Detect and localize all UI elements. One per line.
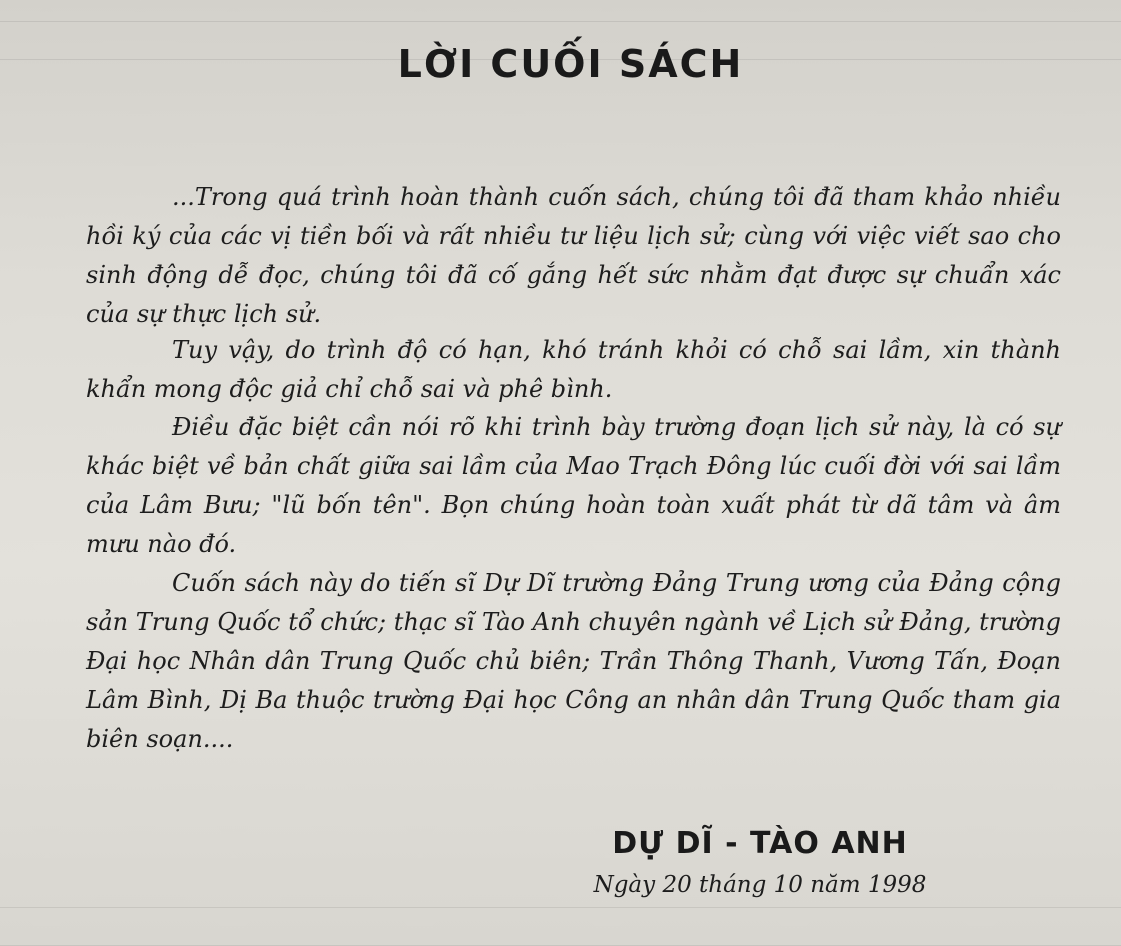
paragraph-2: Tuy vậy, do trình độ có hạn, khó tránh khỏi có chỗ sai lầm, xin thành khẩn mong độc giả chỉ chỗ sai và phê bình. bbox=[86, 336, 1061, 403]
paragraph-1: ...Trong quá trình hoàn thành cuốn sách, chúng tôi đã tham khảo nhiều hồi ký của các vị tiền bối và rất nhiều tư liệu lịch sử; cùng với việc viết sao cho sinh động dễ đọc, chúng tôi đã cố gắng hết sức nhằm đạt được sự chuẩn xác của sự thực lịch sử. bbox=[86, 183, 1061, 328]
signature-date: Ngày 20 tháng 10 năm 1998 bbox=[593, 872, 927, 898]
page-title: LỜI CUỐI SÁCH bbox=[397, 42, 744, 86]
paragraph-3: Điều đặc biệt cần nói rõ khi trình bày trường đoạn lịch sử này, là có sự khác biệt về bản chất giữa sai lầm của Mao Trạch Đông lúc cuối đời với sai lầm của Lâm Bưu; "lũ bốn tên". Bọn chúng hoàn toàn xuất phát từ dã tâm và âm mưu nào đó. bbox=[86, 413, 1061, 558]
author-signature: DỰ DĨ - TÀO ANH bbox=[612, 826, 908, 861]
paragraph-4: Cuốn sách này do tiến sĩ Dự Dĩ trường Đảng Trung ương của Đảng cộng sản Trung Quốc tổ chức; thạc sĩ Tào Anh chuyên ngành về Lịch sử Đảng, trường Đại học Nhân dân Trung Quốc chủ biên; Trần Thông Thanh, Vương Tấn, Đoạn Lâm Bình, Dị Ba thuộc trường Đại học Công an nhân dân Trung Quốc tham gia biên soạn.... bbox=[86, 569, 1061, 753]
